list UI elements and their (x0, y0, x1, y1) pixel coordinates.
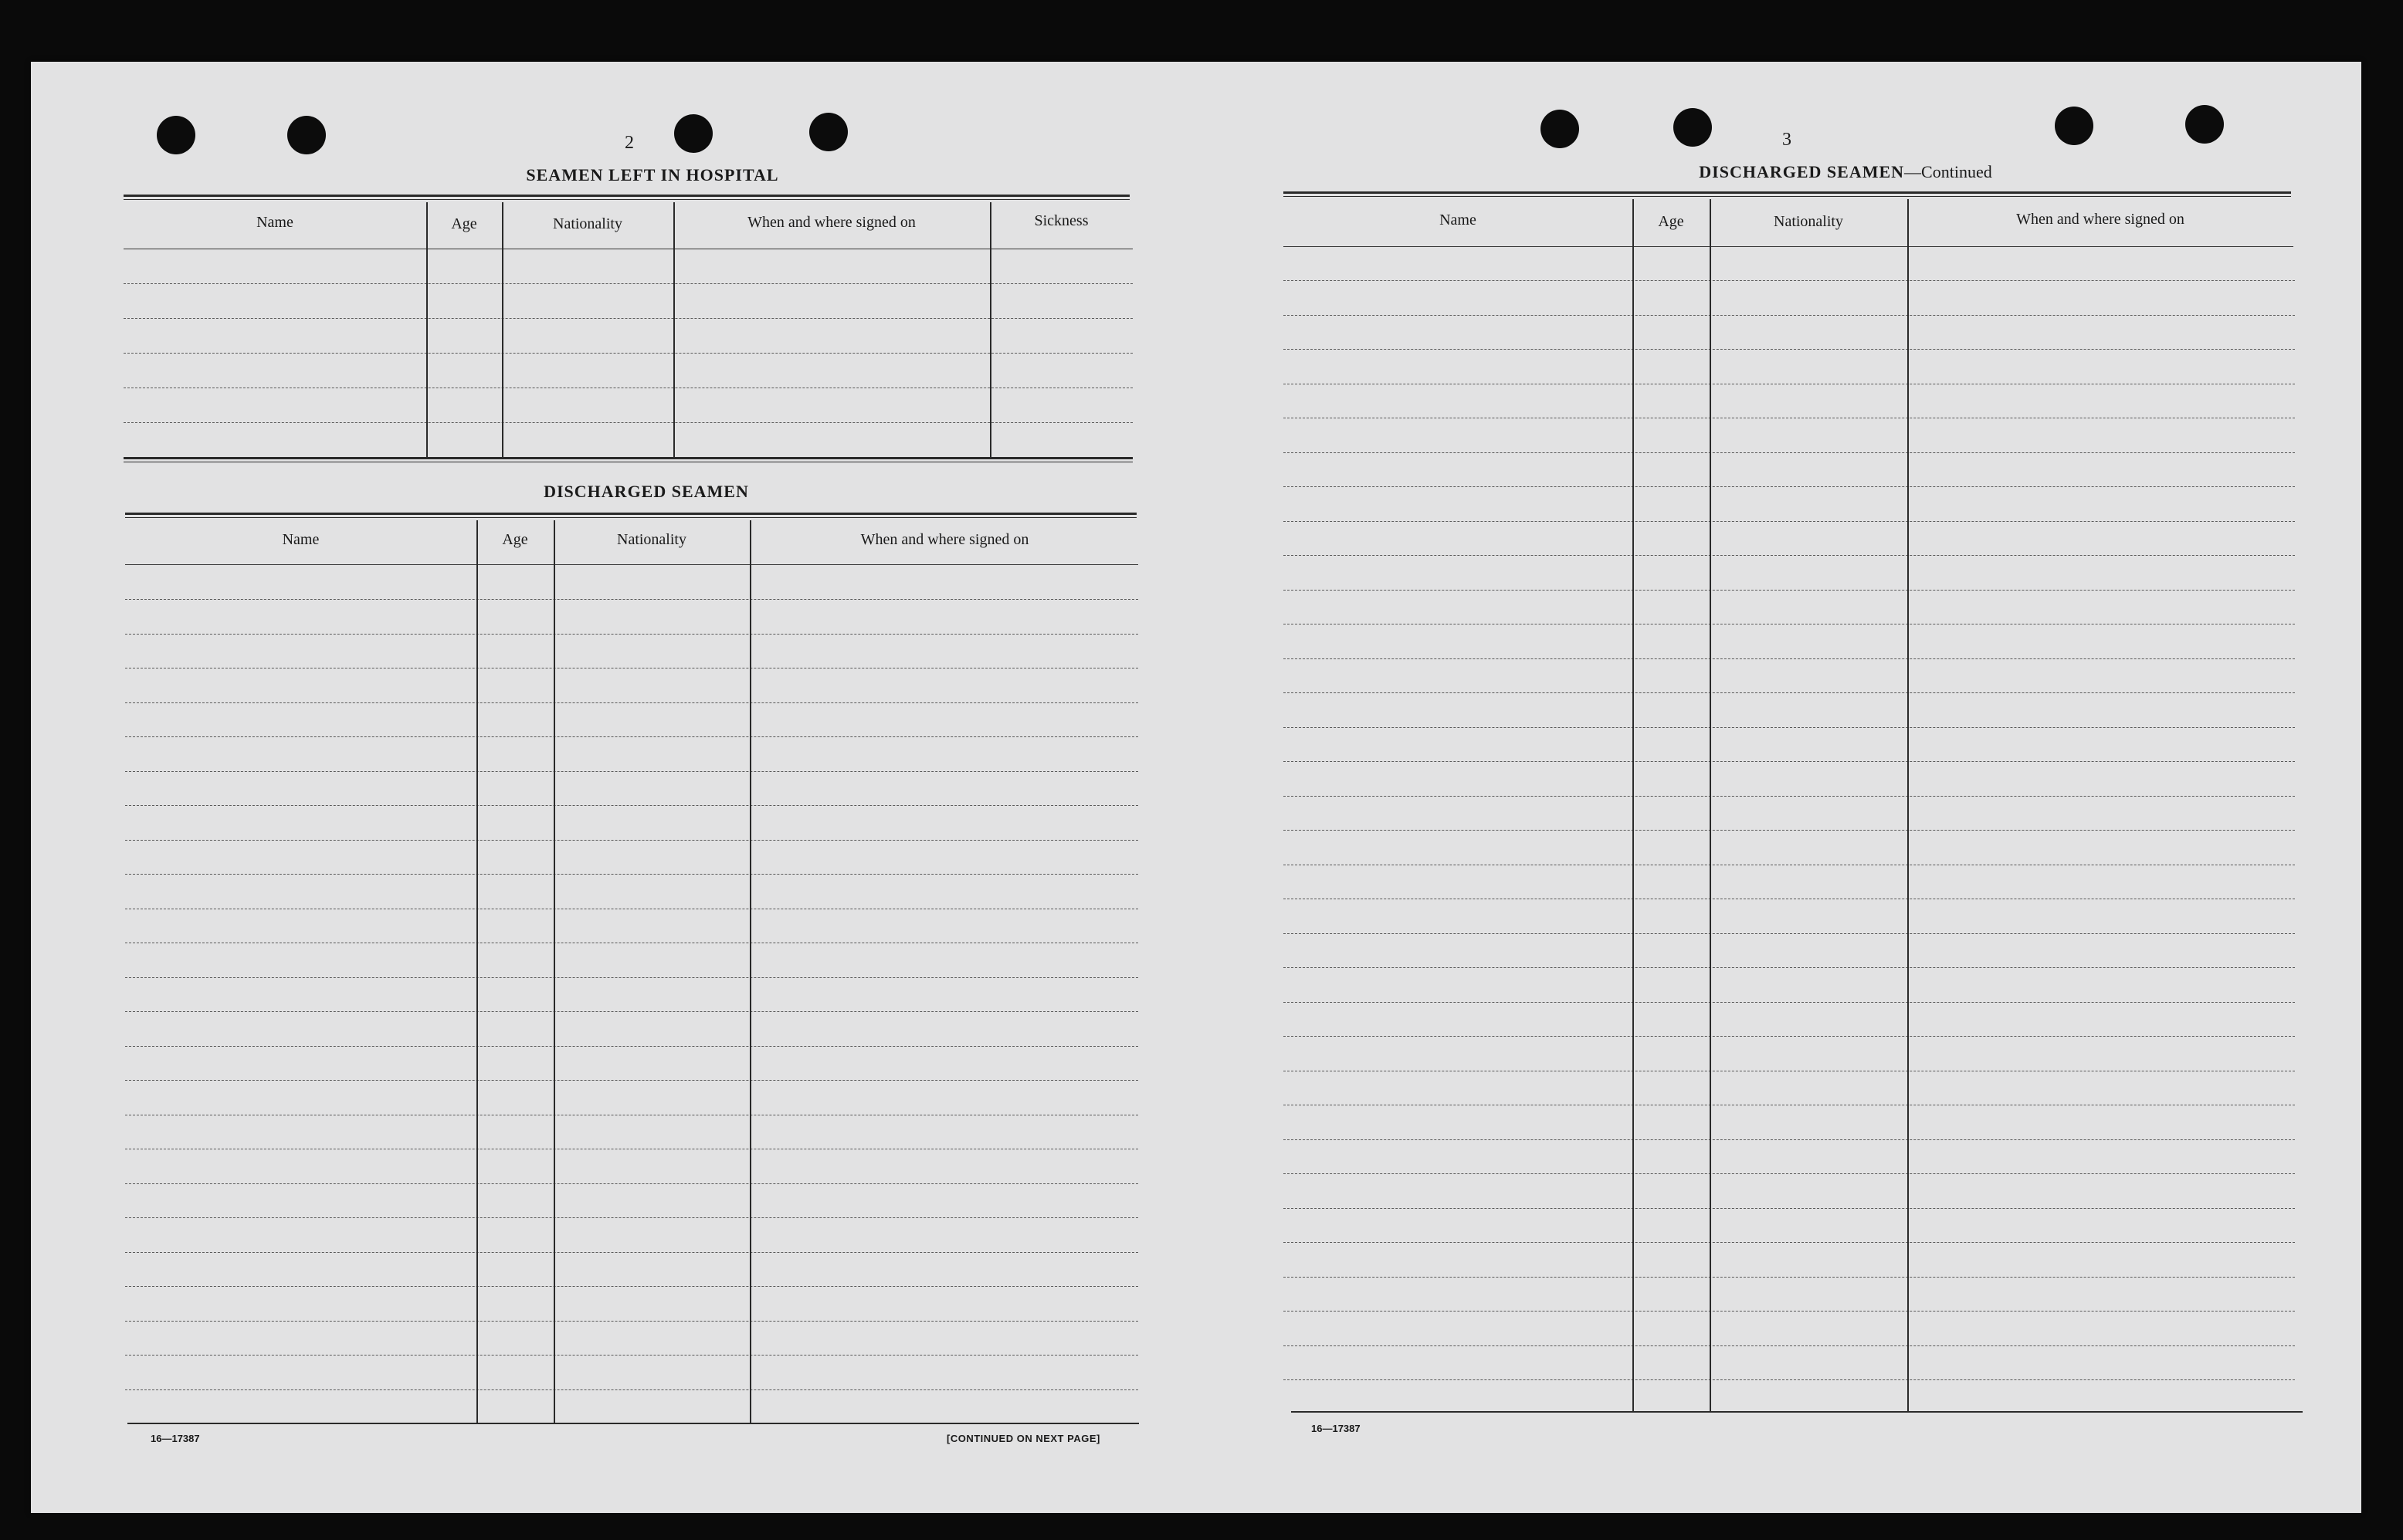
hospital-col-divider (673, 202, 675, 457)
ledger-row-line (1283, 1345, 2295, 1346)
right-form-number: 16—17387 (1311, 1423, 1361, 1434)
right-col-signed-on: When and where signed on (2016, 211, 2184, 228)
ledger-row-line (1283, 1208, 2295, 1209)
ledger-row-line (1283, 727, 2295, 728)
ledger-sheet (31, 62, 2361, 1513)
right-title-main: DISCHARGED SEAMEN (1699, 162, 1905, 181)
discharged-col-age: Age (502, 531, 528, 548)
ledger-row-line (125, 1389, 1138, 1390)
right-col-name: Name (1439, 212, 1476, 228)
hospital-row-line (124, 318, 1133, 319)
ledger-row-line (125, 1046, 1138, 1047)
right-col-divider (1632, 199, 1634, 1411)
hospital-col-divider (990, 202, 991, 457)
right-col-age: Age (1658, 213, 1684, 230)
ledger-row-line (1283, 933, 2295, 934)
hospital-col-name: Name (256, 214, 293, 231)
ledger-row-line (1283, 1277, 2295, 1278)
punch-hole (1540, 110, 1579, 148)
ledger-row-line (1283, 1173, 2295, 1174)
ledger-row-line (1283, 486, 2295, 487)
ledger-row-line (1283, 1139, 2295, 1140)
discharged-col-nationality: Nationality (617, 531, 686, 548)
ledger-row-line (125, 1286, 1138, 1287)
ledger-row-line (1283, 315, 2295, 316)
hospital-col-sickness: Sickness (1034, 212, 1089, 229)
hospital-row-line (124, 353, 1133, 354)
hospital-col-signed-on: When and where signed on (747, 214, 916, 231)
discharged-bottom-rule (127, 1423, 1139, 1424)
ledger-row-line (1283, 967, 2295, 968)
ledger-row-line (125, 736, 1138, 737)
discharged-col-divider (476, 520, 478, 1423)
ledger-row-line (1283, 658, 2295, 659)
ledger-row-line (125, 702, 1138, 703)
discharged-col-signed-on: When and where signed on (860, 531, 1029, 548)
ledger-row-line (1283, 349, 2295, 350)
hospital-col-nationality: Nationality (553, 215, 622, 232)
ledger-row-line (1283, 452, 2295, 453)
ledger-row-line (1283, 692, 2295, 693)
ledger-row-line (1283, 590, 2295, 591)
ledger-row-line (1283, 1036, 2295, 1037)
ledger-row-line (125, 634, 1138, 635)
ledger-row-line (1283, 521, 2295, 522)
hospital-col-age: Age (451, 215, 477, 232)
punch-hole (1673, 108, 1712, 147)
hospital-bottom-rule (124, 457, 1133, 459)
right-title-suffix: —Continued (1904, 162, 1992, 181)
hospital-col-divider (502, 202, 503, 457)
ledger-row-line (1283, 555, 2295, 556)
punch-hole (809, 113, 848, 151)
discharged-col-name: Name (282, 531, 320, 548)
ledger-row-line (1283, 761, 2295, 762)
ledger-row-line (125, 771, 1138, 772)
ledger-row-line (1283, 796, 2295, 797)
right-top-rule (1283, 191, 2291, 194)
ledger-row-line (1283, 830, 2295, 831)
discharged-section-title: DISCHARGED SEAMEN (544, 482, 749, 501)
left-page-number: 2 (625, 133, 634, 153)
ledger-row-line (1283, 1311, 2295, 1312)
ledger-row-line (1283, 280, 2295, 281)
punch-hole (157, 116, 195, 154)
right-page-number: 3 (1782, 130, 1791, 150)
ledger-row-line (125, 1011, 1138, 1012)
hospital-row-line (124, 422, 1133, 423)
punch-hole (2055, 107, 2093, 145)
right-col-nationality: Nationality (1774, 213, 1843, 230)
punch-hole (674, 114, 713, 153)
continued-note: [CONTINUED ON NEXT PAGE] (947, 1433, 1100, 1444)
ledger-row-line (125, 1321, 1138, 1322)
ledger-row-line (125, 1080, 1138, 1081)
discharged-header-underline (125, 564, 1138, 565)
right-col-divider (1710, 199, 1711, 1411)
ledger-row-line (1283, 1242, 2295, 1243)
ledger-row-line (125, 805, 1138, 806)
right-header-underline (1283, 246, 2293, 247)
ledger-row-line (125, 874, 1138, 875)
ledger-row-line (125, 1355, 1138, 1356)
ledger-row-line (125, 840, 1138, 841)
hospital-section-title: SEAMEN LEFT IN HOSPITAL (526, 165, 779, 184)
ledger-row-line (125, 1183, 1138, 1184)
left-form-number: 16—17387 (151, 1433, 200, 1444)
ledger-row-line (125, 1217, 1138, 1218)
ledger-row-line (1283, 1002, 2295, 1003)
punch-hole (2185, 105, 2224, 144)
ledger-row-line (125, 1252, 1138, 1253)
discharged-col-divider (554, 520, 555, 1423)
discharged-col-divider (750, 520, 751, 1423)
punch-hole (287, 116, 326, 154)
ledger-row-line (125, 977, 1138, 978)
hospital-col-divider (426, 202, 428, 457)
discharged-top-rule (125, 513, 1137, 515)
right-section-title (1591, 162, 2100, 182)
hospital-top-rule (124, 195, 1130, 197)
hospital-row-line (124, 283, 1133, 284)
right-bottom-rule (1291, 1411, 2303, 1413)
right-col-divider (1907, 199, 1909, 1411)
ledger-row-line (125, 599, 1138, 600)
ledger-row-line (1283, 1379, 2295, 1380)
